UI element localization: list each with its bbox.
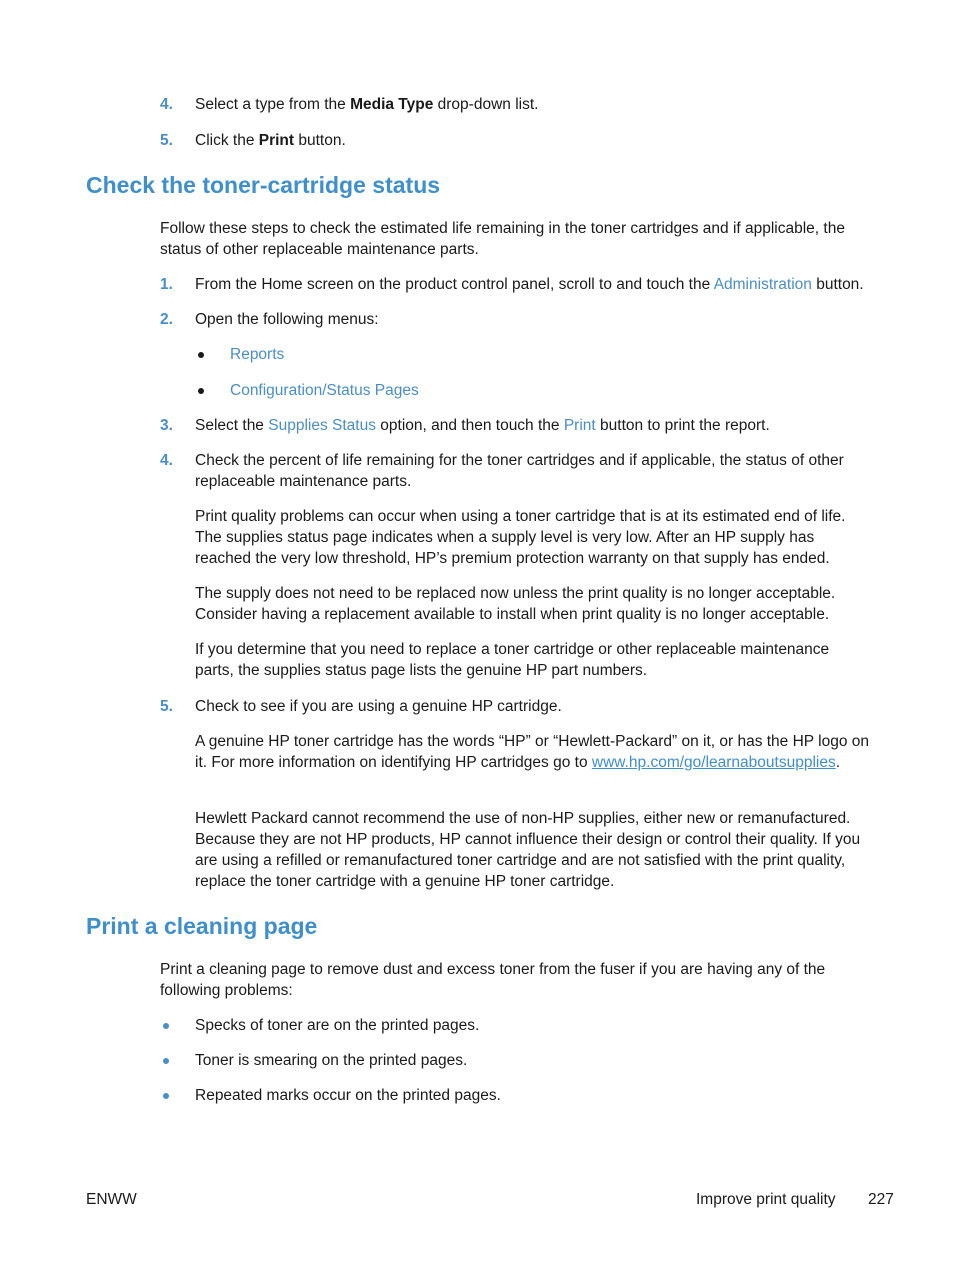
step-text: Check to see if you are using a genuine HP cartridge. xyxy=(195,698,562,715)
step-text: Open the following menus: xyxy=(195,311,379,328)
bullet-icon xyxy=(198,388,204,394)
step-text: Check the percent of life remaining for the toner cartridges and if applicable, the status of other replaceable maintenance parts. xyxy=(195,452,844,490)
step-number: 4. xyxy=(160,452,173,469)
learn-about-supplies-link[interactable]: www.hp.com/go/learnaboutsupplies xyxy=(591,754,836,771)
bullet-icon xyxy=(163,1093,169,1099)
step-number: 4. xyxy=(160,96,173,113)
list-item: Toner is smearing on the printed pages. xyxy=(195,1052,468,1069)
step-number: 3. xyxy=(160,417,173,434)
list-item: Specks of toner are on the printed pages. xyxy=(195,1017,480,1034)
step-paragraph: If you determine that you need to replace a toner cartridge or other replaceable maintenance parts, the supplies status page lists the genuine HP part numbers. xyxy=(195,641,830,679)
step-text: Select the Supplies Status option, and then touch the Print button to print the report. xyxy=(195,417,770,434)
section-heading-toner-status: Check the toner-cartridge status xyxy=(86,172,441,198)
footer-section: Improve print quality xyxy=(696,1191,836,1208)
step-number: 2. xyxy=(160,311,173,328)
section-heading-cleaning-page: Print a cleaning page xyxy=(86,913,318,939)
bullet-icon xyxy=(163,1058,169,1064)
section-intro: Print a cleaning page to remove dust and excess toner from the fuser if you are having any of the following problems: xyxy=(160,961,826,999)
step-text: Select a type from the Media Type drop-down list. xyxy=(195,96,539,113)
step-number: 1. xyxy=(160,276,173,293)
footer-left: ENWW xyxy=(86,1191,137,1208)
step-text: From the Home screen on the product control panel, scroll to and touch the Administration button. xyxy=(195,276,864,293)
print-link[interactable]: Print xyxy=(563,417,596,434)
step-number: 5. xyxy=(160,132,173,149)
section-intro: Follow these steps to check the estimated life remaining in the toner cartridges and if applicable, the status of other replaceable maintenance parts. xyxy=(160,220,845,258)
administration-link[interactable]: Administration xyxy=(713,276,812,293)
step-paragraph: A genuine HP toner cartridge has the words “HP” or “Hewlett-Packard” on it, or has the HP logo on it. For more information on identifying HP cartridges go to www.hp.com/go/learnaboutsupplies. xyxy=(195,733,870,771)
bullet-icon xyxy=(198,352,204,358)
supplies-status-link[interactable]: Supplies Status xyxy=(268,417,376,434)
step-paragraph: Hewlett Packard cannot recommend the use of non-HP supplies, either new or remanufactured. Because they are not HP products, HP cannot influence their design or control their quality. If you are using a refilled or remanufactured toner cartridge and are not satisfied with the print quality, replace the toner cartridge with a genuine HP toner cartridge. xyxy=(195,810,861,890)
page-number: 227 xyxy=(868,1191,894,1208)
menu-link-reports[interactable]: Reports xyxy=(230,346,285,363)
menu-link-configuration-status-pages[interactable]: Configuration/Status Pages xyxy=(230,382,419,399)
step-paragraph: Print quality problems can occur when using a toner cartridge that is at its estimated end of life. The supplies status page indicates when a supply level is very low. After an HP supply has reached the very low threshold, HP’s premium protection warranty on that supply has ended. xyxy=(195,508,846,567)
list-item: Repeated marks occur on the printed pages. xyxy=(195,1087,501,1104)
step-paragraph: The supply does not need to be replaced now unless the print quality is no longer acceptable. Consider having a replacement available to install when print quality is no longer acceptable. xyxy=(195,585,836,623)
step-number: 5. xyxy=(160,698,173,715)
step-text: Click the Print button. xyxy=(195,132,346,149)
bullet-icon xyxy=(163,1023,169,1029)
